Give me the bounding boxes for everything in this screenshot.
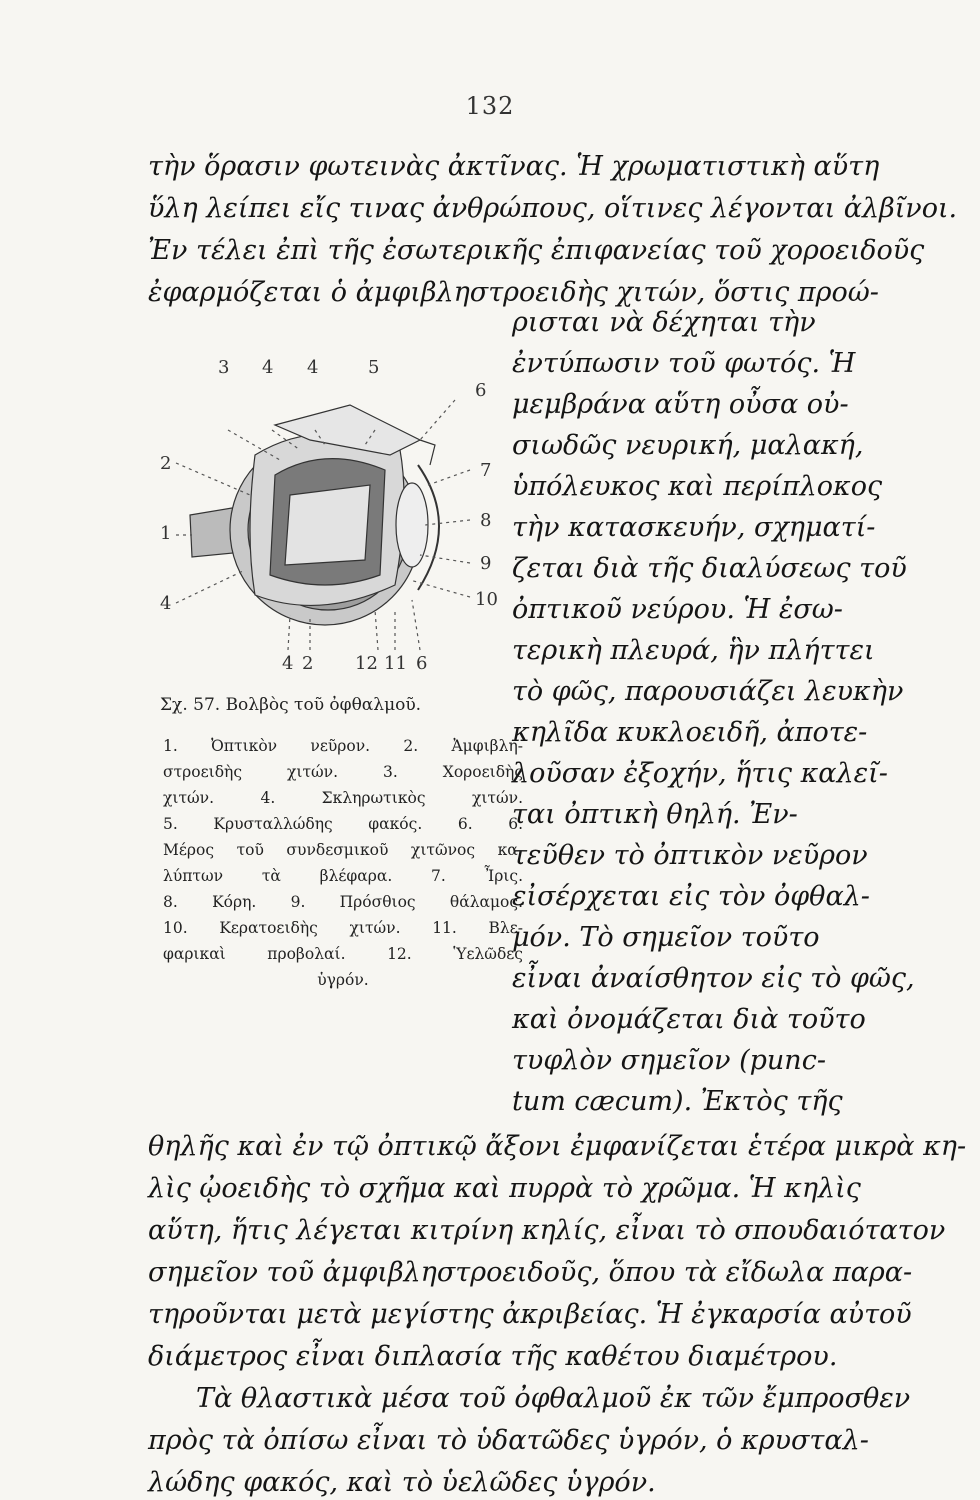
figure-caption: Σχ. 57. Βολβὸς τοῦ ὀφθαλμοῦ.	[160, 695, 422, 715]
figure-label: 8	[480, 510, 492, 531]
figure-legend	[163, 733, 523, 993]
text-line: ται ὀπτικὴ θηλή. Ἐν-	[512, 799, 798, 830]
eyeball-illustration	[150, 345, 520, 695]
text-line: ἐντύπωσιν τοῦ φωτός. Ἡ	[512, 348, 856, 379]
text-line: λὶς ᾠοειδὴς τὸ σχῆμα καὶ πυρρὰ τὸ χρῶμα. Ἡ κηλὶς	[148, 1173, 861, 1204]
legend-line: χιτών. 4. Σκληρωτικὸς χιτών.	[163, 789, 523, 807]
legend-line: φαρικαὶ προβολαί. 12. Ὑελῶδες	[163, 945, 523, 963]
legend-line: 8. Κόρη. 9. Πρόσθιος θάλαμος.	[163, 893, 523, 911]
page-number: 132	[465, 92, 515, 120]
text-line: Ἐν τέλει ἐπὶ τῆς ἐσωτερικῆς ἐπιφανείας τοῦ χοροειδοῦς	[148, 235, 925, 266]
eyeball-figure	[150, 345, 520, 695]
figure-label: 5	[368, 357, 380, 378]
text-line: λώδης φακός, καὶ τὸ ὑελῶδες ὑγρόν.	[148, 1467, 656, 1498]
figure-label: 11	[384, 653, 407, 674]
figure-label: 4	[262, 357, 274, 378]
text-line: λοῦσαν ἐξοχήν, ἥτις καλεῖ-	[512, 758, 888, 789]
figure-label: 2	[160, 453, 172, 474]
text-line: θηλῆς καὶ ἐν τῷ ὀπτικῷ ἄξονι ἐμφανίζεται ἑτέρα μικρὰ κη-	[148, 1131, 967, 1162]
text-line: σημεῖον τοῦ ἀμφιβληστροειδοῦς, ὅπου τὰ εἴδωλα παρα-	[148, 1257, 913, 1288]
text-line: καὶ ὀνομάζεται διὰ τοῦτο	[512, 1004, 866, 1035]
figure-label: 6	[475, 380, 487, 401]
text-line: tum cæcum). Ἐκτὸς τῆς	[512, 1086, 843, 1117]
text-line: ὑπόλευκος καὶ περίπλοκος	[512, 471, 883, 502]
text-line: μόν. Τὸ σημεῖον τοῦτο	[512, 922, 820, 953]
legend-line: ὑγρόν.	[317, 971, 369, 989]
figure-label: 10	[475, 589, 498, 610]
text-line: τερικὴ πλευρά, ἣν πλήττει	[512, 635, 875, 666]
figure-label: 2	[302, 653, 314, 674]
text-line: ζεται διὰ τῆς διαλύσεως τοῦ	[512, 553, 907, 584]
text-line: ὕλη λείπει εἴς τινας ἀνθρώπους, οἵτινες λέγονται ἀλβῖνοι.	[148, 193, 958, 224]
figure-label: 4	[160, 593, 172, 614]
figure-label: 4	[282, 653, 294, 674]
text-line: τεῦθεν τὸ ὀπτικὸν νεῦρον	[512, 840, 868, 871]
legend-line: στροειδὴς χιτών. 3. Χοροειδὴς	[163, 763, 523, 781]
text-line: τὴν κατασκευήν, σχηματί-	[512, 512, 876, 543]
text-line: εἰσέρχεται εἰς τὸν ὀφθαλ-	[512, 881, 870, 912]
text-line: Τὰ θλαστικὰ μέσα τοῦ ὀφθαλμοῦ ἐκ τῶν ἔμπροσθεν	[196, 1383, 911, 1414]
text-line: κηλῖδα κυκλοειδῆ, ἀποτε-	[512, 717, 868, 748]
legend-line: 5. Κρυσταλλώδης φακός. 6. 6.	[163, 815, 523, 833]
text-line: ὀπτικοῦ νεύρου. Ἡ ἐσω-	[512, 594, 843, 625]
legend-line: 1. Ὀπτικὸν νεῦρον. 2. Ἀμφιβλη-	[163, 737, 523, 755]
text-line: τηροῦνται μετὰ μεγίστης ἀκριβείας. Ἡ ἐγκαρσία αὐτοῦ	[148, 1299, 912, 1330]
figure-label: 12	[355, 653, 378, 674]
legend-line: λύπτων τὰ βλέφαρα. 7. Ἶρις.	[163, 867, 523, 885]
figure-label: 7	[480, 460, 492, 481]
text-line: διάμετρος εἶναι διπλασία τῆς καθέτου διαμέτρου.	[148, 1341, 838, 1372]
legend-line: 10. Κερατοειδὴς χιτών. 11. Βλε-	[163, 919, 523, 937]
figure-label: 3	[218, 357, 230, 378]
text-line: πρὸς τὰ ὀπίσω εἶναι τὸ ὑδατῶδες ὑγρόν, ὁ κρυσταλ-	[148, 1425, 869, 1456]
legend-line: Μέρος τοῦ συνδεσμικοῦ χιτῶνος κα-	[163, 841, 523, 859]
figure-label: 4	[307, 357, 319, 378]
text-line: ρισται νὰ δέχηται τὴν	[512, 307, 816, 338]
text-line: τυφλὸν σημεῖον (punc-	[512, 1045, 826, 1076]
text-line: μεμβράνα αὕτη οὖσα οὐ-	[512, 389, 849, 420]
figure-label: 9	[480, 553, 492, 574]
text-line: ἐφαρμόζεται ὁ ἀμφιβληστροειδὴς χιτών, ὅστις προώ-	[148, 277, 879, 308]
text-line: τὴν ὅρασιν φωτεινὰς ἀκτῖνας. Ἡ χρωματιστικὴ αὕτη	[148, 151, 880, 182]
figure-label: 6	[416, 653, 428, 674]
text-line: αὕτη, ἥτις λέγεται κιτρίνη κηλίς, εἶναι τὸ σπουδαιότατον	[148, 1215, 946, 1246]
figure-label: 1	[160, 523, 172, 544]
text-line: εἶναι ἀναίσθητον εἰς τὸ φῶς,	[512, 963, 915, 994]
text-line: τὸ φῶς, παρουσιάζει λευκὴν	[512, 676, 904, 707]
text-line: σιωδῶς νευρική, μαλακή,	[512, 430, 864, 461]
